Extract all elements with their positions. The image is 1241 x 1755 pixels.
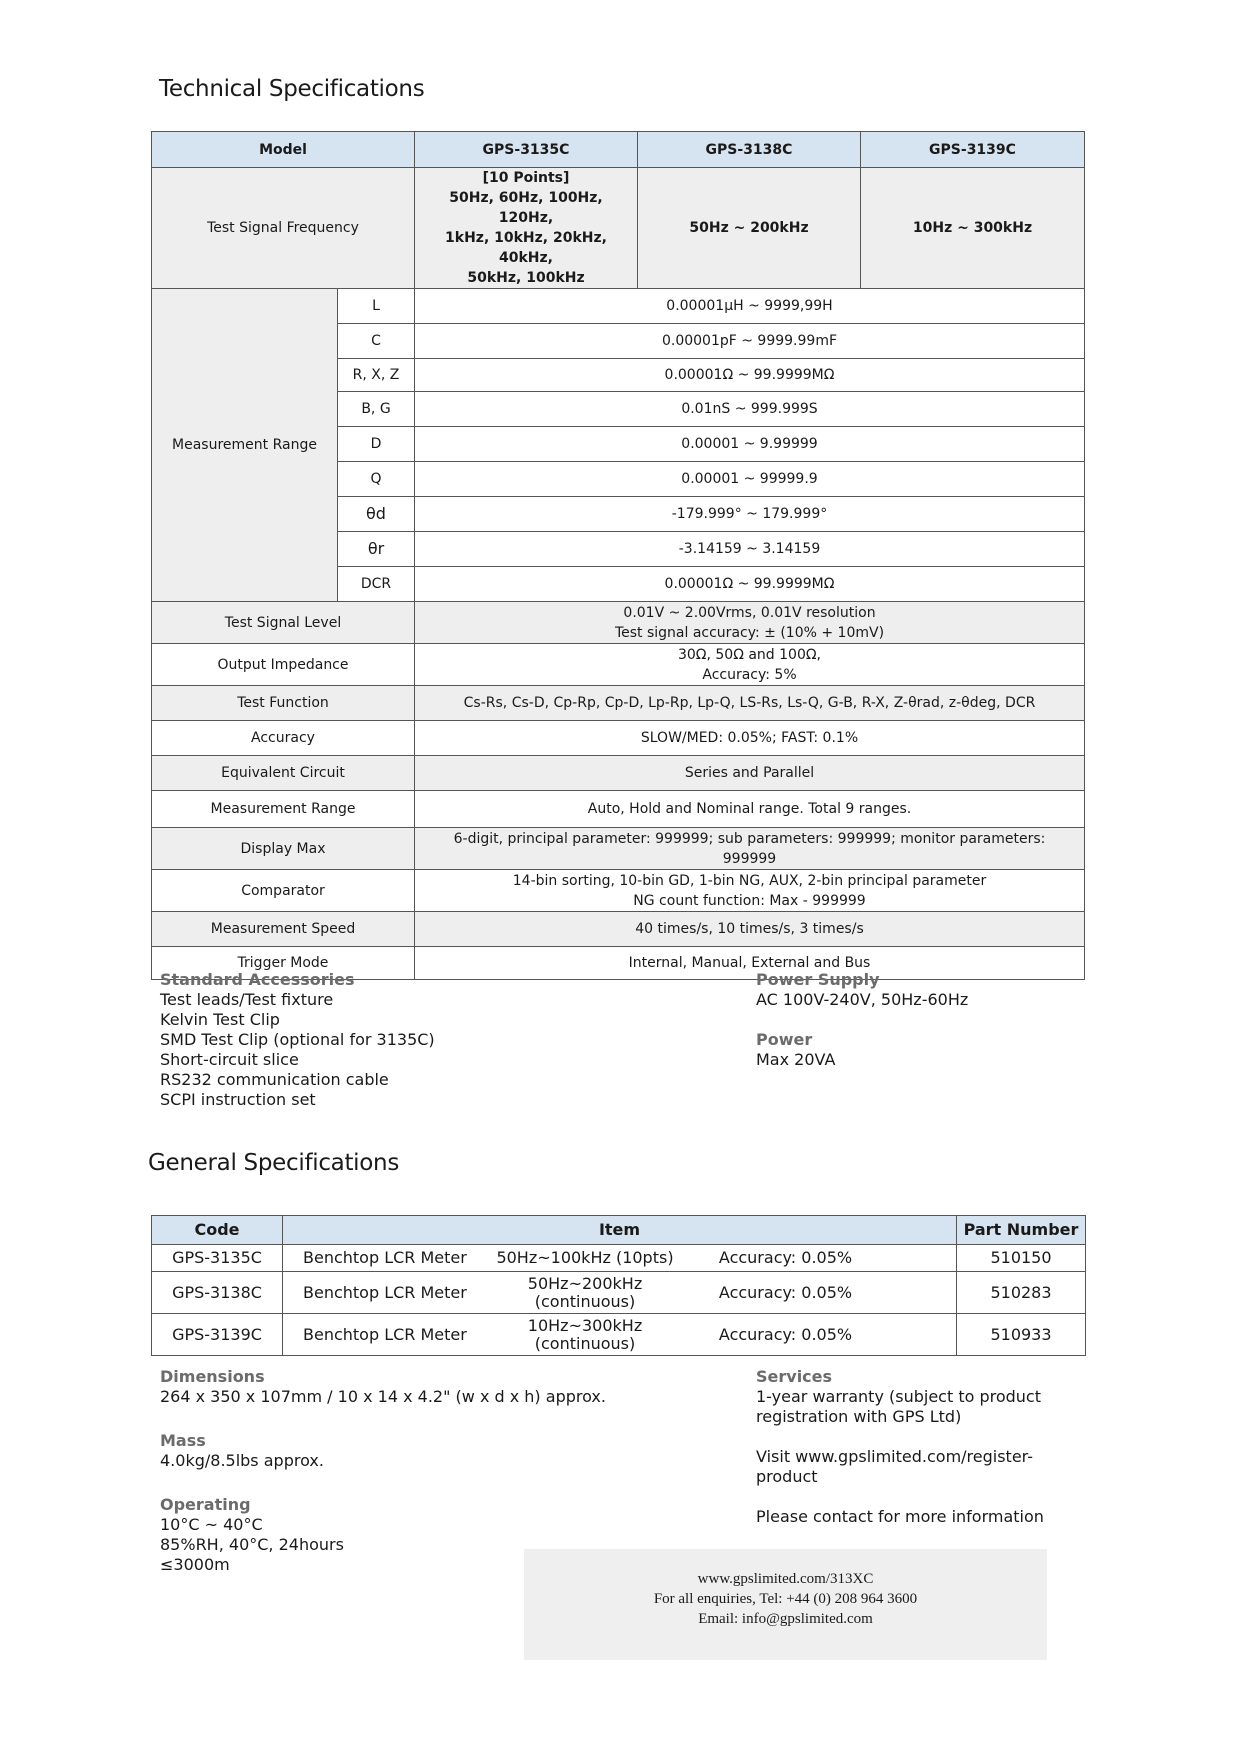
gen-item-name: Benchtop LCR Meter: [283, 1245, 478, 1272]
power-title: Power: [756, 1030, 813, 1049]
range-val: 0.00001Ω ~ 99.9999MΩ: [415, 359, 1085, 392]
contact-footer: [524, 1549, 1047, 1660]
power-supply-value: AC 100V-240V, 50Hz-60Hz: [756, 990, 969, 1009]
spec-row-equivalent-circuit: [152, 756, 1085, 791]
operating-item: 10°C ~ 40°C: [160, 1515, 263, 1534]
range-val: -179.999° ~ 179.999°: [415, 497, 1085, 532]
gen-code: GPS-3139C: [152, 1314, 283, 1356]
freq-3135c: [415, 168, 638, 289]
range-sym: L: [338, 289, 415, 324]
gen-row: [152, 1245, 1086, 1272]
power-block: [756, 970, 968, 1070]
gen-header-row: [152, 1216, 1086, 1245]
range-row-l: [152, 289, 1085, 324]
freq-label: Test Signal Frequency: [152, 168, 415, 289]
range-sym: DCR: [338, 567, 415, 602]
range-sym: B, G: [338, 392, 415, 427]
spec-row-accuracy: [152, 721, 1085, 756]
range-val: 0.00001pF ~ 9999.99mF: [415, 324, 1085, 359]
spec-row-output-impedance: [152, 644, 1085, 686]
range-sym: θd: [338, 497, 415, 532]
spec-value: Cs-Rs, Cs-D, Cp-Rp, Cp-D, Lp-Rp, Lp-Q, LS-Rs, Ls-Q, G-B, R-X, Z-θrad, z-θdeg, DCR: [415, 686, 1085, 721]
tech-spec-table: [151, 131, 1085, 980]
services-title: Services: [756, 1367, 833, 1386]
spec-label: Measurement Speed: [152, 912, 415, 947]
footer-url[interactable]: www.gpslimited.com/313XC: [697, 1571, 874, 1587]
spec-value: Series and Parallel: [415, 756, 1085, 791]
range-sym: D: [338, 427, 415, 462]
spec-value: Internal, Manual, External and Bus: [415, 947, 1085, 980]
spec-label: Test Function: [152, 686, 415, 721]
freq-row: [152, 168, 1085, 289]
services-line: 1-year warranty (subject to product: [756, 1387, 1041, 1406]
spec-value: [415, 870, 1085, 912]
accessory-item: Short-circuit slice: [160, 1050, 299, 1069]
gen-item-freq-line: (continuous): [534, 1291, 636, 1311]
accessory-item: Test leads/Test fixture: [160, 990, 334, 1009]
spec-label: Display Max: [152, 828, 415, 870]
gen-item-freq-line: 10Hz~300kHz: [527, 1315, 643, 1335]
spec-row-test-function: [152, 686, 1085, 721]
accessory-item: SCPI instruction set: [160, 1090, 316, 1109]
dimensions-title: Dimensions: [160, 1367, 265, 1386]
spec-value-line: 6-digit, principal parameter: 999999; sub parameters: 999999; monitor parameters:: [453, 830, 1046, 847]
gen-header-part: Part Number: [957, 1216, 1086, 1245]
spec-label: Trigger Mode: [152, 947, 415, 980]
freq-3138c: 50Hz ~ 200kHz: [638, 168, 861, 289]
gen-item-freq: 50Hz~100kHz (10pts): [478, 1245, 693, 1272]
spec-value-line: 14-bin sorting, 10-bin GD, 1-bin NG, AUX, 2-bin principal parameter: [512, 872, 987, 889]
header-gps-3138c: GPS-3138C: [638, 132, 861, 168]
gen-item-acc: Accuracy: 0.05%: [693, 1272, 879, 1314]
general-spec-title: General Specifications: [148, 1150, 400, 1176]
range-val: 0.00001 ~ 9.99999: [415, 427, 1085, 462]
range-val: 0.00001 ~ 99999.9: [415, 462, 1085, 497]
spec-label: Comparator: [152, 870, 415, 912]
range-val: 0.00001μH ~ 9999,99H: [415, 289, 1085, 324]
accessories-title: Standard Accessories: [160, 970, 355, 989]
spec-value-line: 999999: [722, 850, 777, 867]
range-label: Measurement Range: [152, 289, 338, 602]
gen-part: 510150: [957, 1245, 1086, 1272]
gen-row: [152, 1272, 1086, 1314]
spec-label: Measurement Range: [152, 791, 415, 828]
gen-item-name: Benchtop LCR Meter: [283, 1272, 478, 1314]
services-line: Visit www.gpslimited.com/register-: [756, 1447, 1033, 1466]
gen-part: 510933: [957, 1314, 1086, 1356]
spec-value-line: 0.01V ~ 2.00Vrms, 0.01V resolution: [623, 604, 876, 621]
range-val: 0.00001Ω ~ 99.9999MΩ: [415, 567, 1085, 602]
freq-3135c-line: 1kHz, 10kHz, 20kHz, 40kHz,: [445, 230, 607, 266]
spec-value-line: 30Ω, 50Ω and 100Ω,: [677, 646, 822, 663]
operating-title: Operating: [160, 1495, 251, 1514]
standard-accessories: [160, 970, 435, 1110]
services-contact: Please contact for more information: [756, 1507, 1044, 1526]
gen-code: GPS-3135C: [152, 1245, 283, 1272]
spec-label: Accuracy: [152, 721, 415, 756]
range-sym: C: [338, 324, 415, 359]
general-spec-table: [151, 1215, 1086, 1356]
freq-3139c: 10Hz ~ 300kHz: [861, 168, 1085, 289]
spec-label: Equivalent Circuit: [152, 756, 415, 791]
header-gps-3135c: GPS-3135C: [415, 132, 638, 168]
operating-item: 85%RH, 40°C, 24hours: [160, 1535, 344, 1554]
gen-item-freq-line: 50Hz~200kHz: [527, 1273, 643, 1293]
freq-3135c-line: [10 Points]: [482, 170, 570, 186]
power-supply-title: Power Supply: [756, 970, 880, 989]
accessory-item: Kelvin Test Clip: [160, 1010, 280, 1029]
spec-row-signal-level: [152, 602, 1085, 644]
spec-row-measurement-speed: [152, 912, 1085, 947]
spec-label: Output Impedance: [152, 644, 415, 686]
header-model: Model: [152, 132, 415, 168]
gen-part: 510283: [957, 1272, 1086, 1314]
physical-specs: [160, 1367, 606, 1575]
range-sym: R, X, Z: [338, 359, 415, 392]
range-val: -3.14159 ~ 3.14159: [415, 532, 1085, 567]
gen-item-acc: Accuracy: 0.05%: [693, 1245, 879, 1272]
gen-row: [152, 1314, 1086, 1356]
header-gps-3139c: GPS-3139C: [861, 132, 1085, 168]
services-line: product: [756, 1467, 818, 1486]
footer-tel: For all enquiries, Tel: +44 (0) 208 964 3600: [653, 1591, 918, 1607]
freq-3135c-line: 50Hz, 60Hz, 100Hz, 120Hz,: [449, 190, 603, 226]
accessory-item: SMD Test Clip (optional for 3135C): [160, 1030, 435, 1049]
spec-value: [415, 828, 1085, 870]
gen-header-item: Item: [283, 1216, 957, 1245]
spec-value: 40 times/s, 10 times/s, 3 times/s: [415, 912, 1085, 947]
gen-item-freq: [478, 1272, 693, 1314]
gen-header-code: Code: [152, 1216, 283, 1245]
spec-value-line: Accuracy: 5%: [702, 666, 797, 683]
spec-row-measurement-range: [152, 791, 1085, 828]
spec-row-display-max: [152, 828, 1085, 870]
spec-value-line: Test signal accuracy: ± (10% + 10mV): [614, 624, 885, 641]
range-sym: θr: [338, 532, 415, 567]
dimensions-value: 264 x 350 x 107mm / 10 x 14 x 4.2" (w x d x h) approx.: [160, 1387, 606, 1406]
accessory-item: RS232 communication cable: [160, 1070, 389, 1089]
footer-email[interactable]: Email: info@gpslimited.com: [698, 1611, 873, 1627]
spec-value: [415, 602, 1085, 644]
spec-label: Test Signal Level: [152, 602, 415, 644]
spec-value: Auto, Hold and Nominal range. Total 9 ranges.: [415, 791, 1085, 828]
tech-spec-title: Technical Specifications: [159, 76, 425, 102]
gen-item-acc: Accuracy: 0.05%: [693, 1314, 879, 1356]
spec-row-comparator: [152, 870, 1085, 912]
tech-header-row: [152, 132, 1085, 168]
mass-value: 4.0kg/8.5lbs approx.: [160, 1451, 324, 1470]
range-sym: Q: [338, 462, 415, 497]
spec-value-line: NG count function: Max - 999999: [633, 892, 866, 909]
gen-item-freq: [478, 1314, 693, 1356]
mass-title: Mass: [160, 1431, 206, 1450]
gen-code: GPS-3138C: [152, 1272, 283, 1314]
spec-value: SLOW/MED: 0.05%; FAST: 0.1%: [415, 721, 1085, 756]
services-line: registration with GPS Ltd): [756, 1407, 962, 1426]
power-value: Max 20VA: [756, 1050, 836, 1069]
range-val: 0.01nS ~ 999.999S: [415, 392, 1085, 427]
operating-item: ≤3000m: [160, 1555, 230, 1574]
services: [756, 1367, 1044, 1527]
freq-3135c-line: 50kHz, 100kHz: [467, 270, 585, 286]
gen-item-freq-line: (continuous): [534, 1333, 636, 1353]
spec-value: [415, 644, 1085, 686]
gen-item-name: Benchtop LCR Meter: [283, 1314, 478, 1356]
